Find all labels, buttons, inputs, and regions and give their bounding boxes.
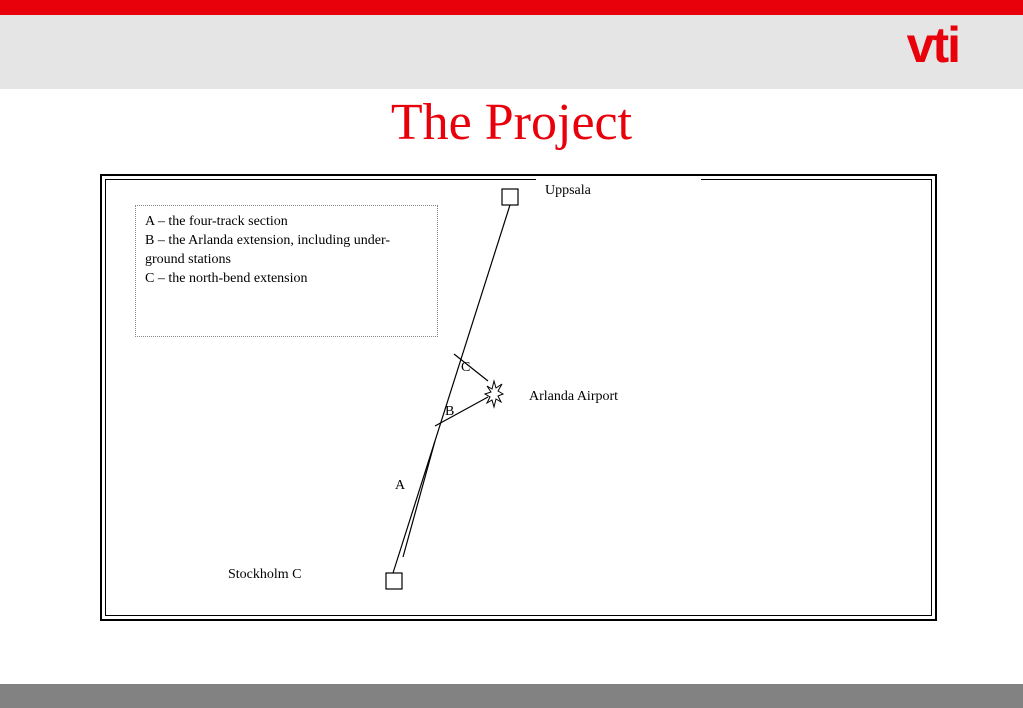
arlanda-branch-line: [435, 397, 488, 426]
four-track-parallel-line: [403, 441, 435, 557]
section-b-label: B: [445, 404, 455, 419]
stockholm-station-box: [386, 573, 402, 589]
legend-line: A – the four-track section: [145, 214, 288, 229]
stockholm-label: Stockholm C: [228, 567, 302, 582]
slide-title: The Project: [390, 94, 633, 151]
uppsala-station-box: [502, 189, 518, 205]
section-a-label: A: [395, 478, 406, 493]
airport-starburst-icon: [485, 381, 503, 407]
legend-line: B – the Arlanda extension, including under-: [145, 233, 391, 248]
vti-logo: vti: [906, 17, 959, 73]
north-bend-line: [454, 354, 488, 381]
footer-bar: [0, 684, 1023, 708]
legend-line: C – the north-bend extension: [145, 271, 308, 286]
uppsala-label: Uppsala: [545, 183, 591, 198]
legend-line: ground stations: [145, 252, 231, 267]
arlanda-airport-label: Arlanda Airport: [529, 389, 619, 404]
section-c-label: C: [461, 360, 471, 375]
